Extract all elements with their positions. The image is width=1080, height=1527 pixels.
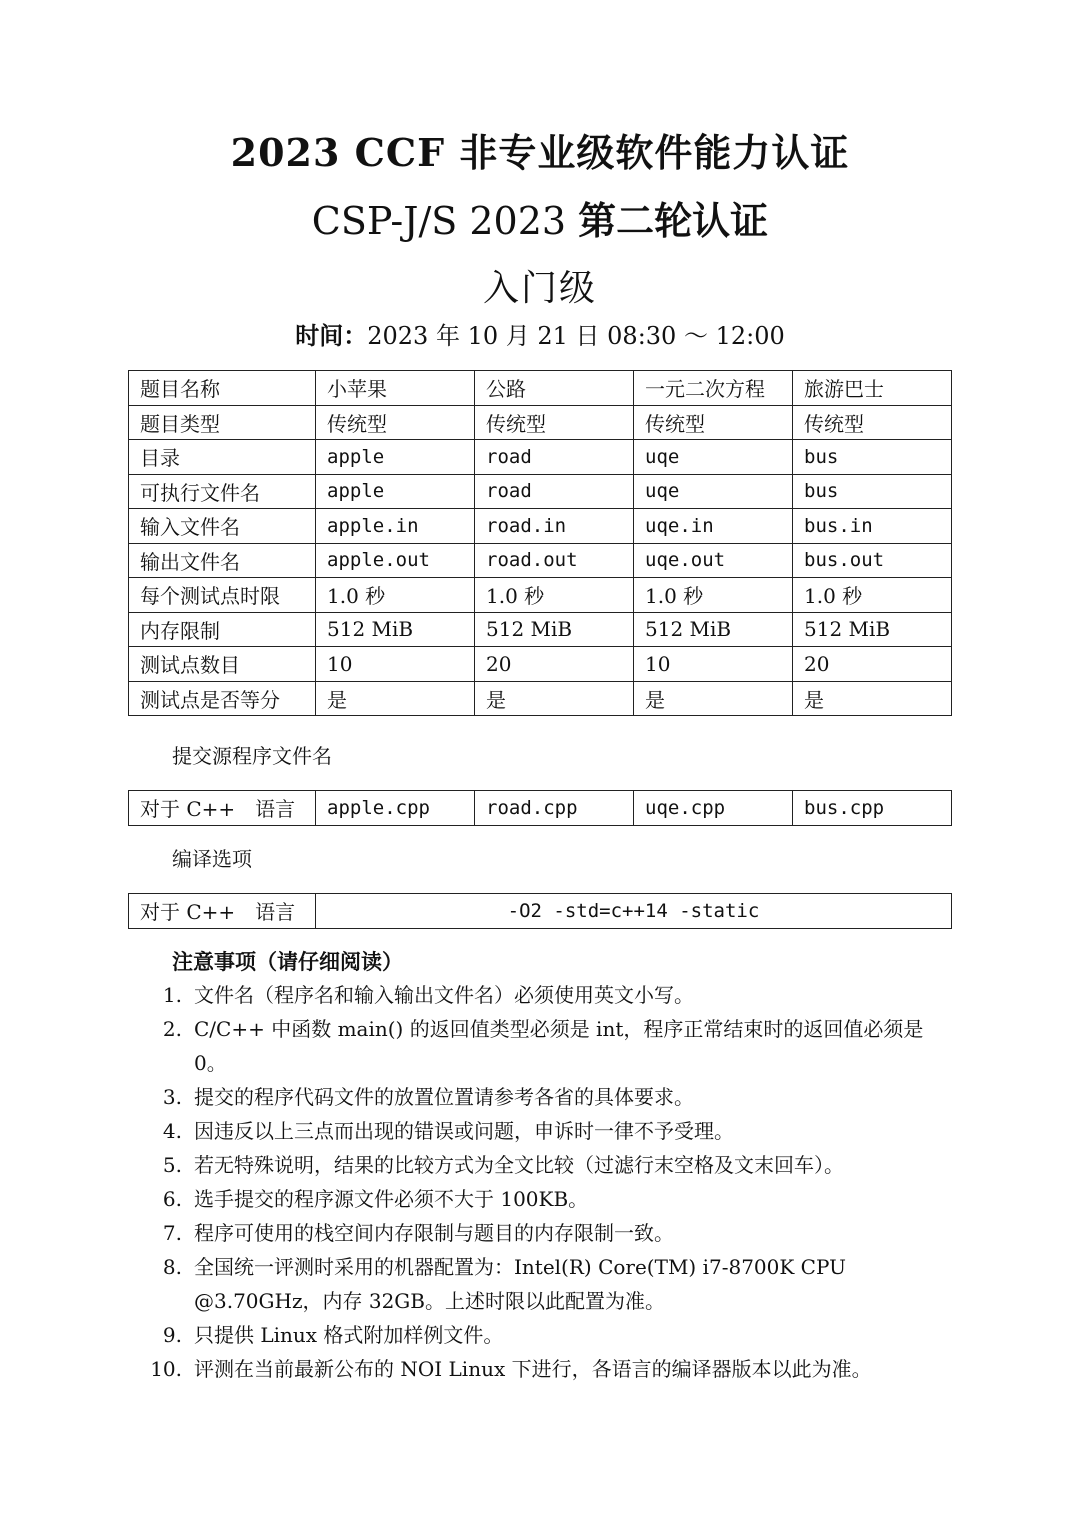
list-item-number: 8.: [162, 1255, 182, 1279]
list-item-text: 选手提交的程序源文件必须不大于 100KB。: [194, 1187, 589, 1211]
row-header-cell: 测试点是否等分: [129, 681, 316, 716]
list-item: [150, 1148, 960, 1182]
list-item-number: 7.: [162, 1221, 182, 1245]
table-cell: uqe: [634, 440, 793, 475]
table-cell: apple.out: [316, 543, 475, 578]
list-item-text: 只提供 Linux 格式附加样例文件。: [194, 1323, 504, 1347]
table-cell: 对于 C++ 语言: [129, 791, 316, 826]
list-item: [150, 1080, 960, 1114]
time-value: 2023 年 10 月 21 日 08:30 ～ 12:00: [367, 322, 785, 350]
table-cell: 传统型: [316, 405, 475, 440]
table-cell: bus.in: [793, 509, 952, 544]
document-subtitle: [0, 190, 1080, 245]
table-cell: road: [475, 440, 634, 475]
level-title: 入门级: [482, 268, 597, 309]
table-cell: uqe: [634, 474, 793, 509]
subtitle-round: 第二轮认证: [578, 198, 769, 243]
list-item: [150, 1250, 960, 1318]
table-cell: uqe.in: [634, 509, 793, 544]
table-cell: apple.in: [316, 509, 475, 544]
list-item-number: 6.: [162, 1187, 182, 1211]
table-cell: 一元二次方程: [634, 371, 793, 406]
list-item-number: 4.: [162, 1119, 182, 1143]
list-item-number: 9.: [162, 1323, 182, 1347]
row-header-cell: 输入文件名: [129, 509, 316, 544]
list-item-text: 若无特殊说明，结果的比较方式为全文比较（过滤行末空格及文末回车）。: [194, 1153, 844, 1177]
table-cell: 512 MiB: [793, 612, 952, 647]
list-item-number: 1.: [162, 983, 182, 1007]
table-cell: bus.cpp: [793, 791, 952, 826]
table-row: [129, 543, 952, 578]
document-title: 2023 CCF 非专业级软件能力认证: [230, 130, 850, 175]
row-header-cell: 题目名称: [129, 371, 316, 406]
table-cell: road: [475, 474, 634, 509]
table-row: [129, 612, 952, 647]
table-cell: road.in: [475, 509, 634, 544]
table-cell: 512 MiB: [634, 612, 793, 647]
row-header-cell: 可执行文件名: [129, 474, 316, 509]
table-cell: bus: [793, 440, 952, 475]
list-item-text: 文件名（程序名和输入输出文件名）必须使用英文小写。: [194, 983, 694, 1007]
row-header-cell: 每个测试点时限: [129, 578, 316, 613]
table-cell: 是: [475, 681, 634, 716]
table-cell: uqe.out: [634, 543, 793, 578]
list-item-text: 提交的程序代码文件的放置位置请参考各省的具体要求。: [194, 1085, 694, 1109]
table-cell: 传统型: [475, 405, 634, 440]
list-item-text: 程序可使用的栈空间内存限制与题目的内存限制一致。: [194, 1221, 674, 1245]
table-cell: 是: [634, 681, 793, 716]
table-cell: -O2 -std=c++14 -static: [316, 894, 952, 929]
row-header-cell: 输出文件名: [129, 543, 316, 578]
table-row: [129, 647, 952, 682]
list-item-text: 全国统一评测时采用的机器配置为：Intel(R) Core(TM) i7-8700K CPU @3.70GHz，内存 32GB。上述时限以此配置为准。: [194, 1255, 846, 1313]
table-cell: road.out: [475, 543, 634, 578]
list-item-number: 10.: [150, 1357, 182, 1381]
notes-list: [150, 978, 960, 1386]
table-cell: 公路: [475, 371, 634, 406]
list-item-text: 评测在当前最新公布的 NOI Linux 下进行，各语言的编译器版本以此为准。: [194, 1357, 872, 1381]
list-item: [150, 1352, 960, 1386]
table-cell: 是: [316, 681, 475, 716]
table-cell: 对于 C++ 语言: [129, 894, 316, 929]
table-row: [129, 578, 952, 613]
subtitle-event: CSP-J/S 2023: [311, 199, 579, 243]
table-cell: 传统型: [793, 405, 952, 440]
table-row: [129, 371, 952, 406]
table-cell: road.cpp: [475, 791, 634, 826]
problem-info-table: [128, 370, 952, 716]
table-row: [129, 791, 952, 826]
table-cell: 512 MiB: [316, 612, 475, 647]
table-row: [129, 509, 952, 544]
exam-time: [0, 316, 1080, 351]
list-item: [150, 1012, 960, 1080]
table-row: [129, 681, 952, 716]
list-item-text: C/C++ 中函数 main() 的返回值类型必须是 int，程序正常结束时的返回值必须是 0。: [194, 1017, 924, 1075]
table-cell: apple: [316, 474, 475, 509]
list-item-text: 因违反以上三点而出现的错误或问题，申诉时一律不予受理。: [194, 1119, 734, 1143]
list-item: [150, 1114, 960, 1148]
table-cell: 小苹果: [316, 371, 475, 406]
row-header-cell: 测试点数目: [129, 647, 316, 682]
table-cell: apple.cpp: [316, 791, 475, 826]
table-cell: 20: [475, 647, 634, 682]
list-item: [150, 978, 960, 1012]
table-cell: 1.0 秒: [793, 578, 952, 613]
table-cell: bus.out: [793, 543, 952, 578]
list-item-number: 5.: [162, 1153, 182, 1177]
table-row: [129, 474, 952, 509]
table-cell: 旅游巴士: [793, 371, 952, 406]
row-header-cell: 目录: [129, 440, 316, 475]
table-cell: 1.0 秒: [634, 578, 793, 613]
row-header-cell: 内存限制: [129, 612, 316, 647]
compile-section-label: 编译选项: [172, 847, 252, 871]
row-header-cell: 题目类型: [129, 405, 316, 440]
table-row: [129, 405, 952, 440]
table-cell: 10: [634, 647, 793, 682]
table-cell: 传统型: [634, 405, 793, 440]
submit-section-label: 提交源程序文件名: [172, 744, 332, 768]
table-cell: 1.0 秒: [475, 578, 634, 613]
list-item: [150, 1182, 960, 1216]
table-row: [129, 894, 952, 929]
table-cell: uqe.cpp: [634, 791, 793, 826]
table-row: [129, 440, 952, 475]
table-cell: 是: [793, 681, 952, 716]
table-cell: 10: [316, 647, 475, 682]
list-item-number: 3.: [162, 1085, 182, 1109]
table-cell: 1.0 秒: [316, 578, 475, 613]
compile-options-table: [128, 893, 952, 929]
table-cell: 512 MiB: [475, 612, 634, 647]
table-cell: apple: [316, 440, 475, 475]
list-item: [150, 1216, 960, 1250]
list-item-number: 2.: [162, 1017, 182, 1041]
table-cell: 20: [793, 647, 952, 682]
notes-title: 注意事项（请仔细阅读）: [172, 949, 403, 974]
time-label: 时间：: [295, 321, 368, 350]
list-item: [150, 1318, 960, 1352]
submit-filename-table: [128, 790, 952, 826]
table-cell: bus: [793, 474, 952, 509]
